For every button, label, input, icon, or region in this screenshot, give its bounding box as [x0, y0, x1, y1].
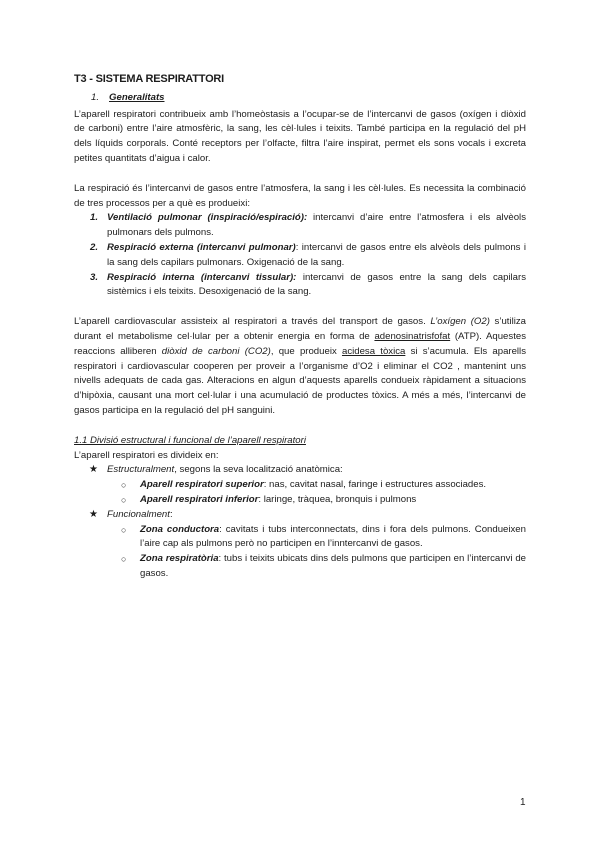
- item-desc: : tubs i teixits ubicats dins dels pulmons que participen en l’intercanvi de gasos.: [140, 553, 526, 579]
- text-run: , que produeix: [270, 345, 342, 357]
- document-title: T3 - SISTEMA RESPIRATTORI: [74, 73, 225, 85]
- star-bullet-icon: ★: [89, 464, 98, 476]
- item-term: Aparell respiratori superior: [140, 479, 264, 491]
- document-content: [74, 72, 526, 582]
- circle-bullet-icon: ○: [121, 524, 127, 535]
- process-number: 3.: [90, 271, 99, 283]
- page-number: 1: [520, 797, 526, 808]
- star-bullet-icon: ★: [89, 508, 98, 520]
- division-group: [74, 508, 526, 582]
- circle-bullet-icon: ○: [121, 494, 127, 505]
- paragraph-intro: L’aparell respiratori contribueix amb l’homeòstasis a l’ocupar-se de l’intercanvi de gasos (oxígen i diòxid de carboni) entre l’aire atmosfèric, la sang, les cèl·lules i teixits. També participa en la regulació del pH dels líquids corporals. Conté receptors per l’olfacte, filtra l’aire inspirat, permet els sons vocals i excreta petites quantitats d’aigua i calor.: [74, 108, 526, 164]
- circle-bullet-icon: ○: [121, 480, 127, 491]
- process-desc: intercanvi d’aire entre l’atmosfera i els alvèols pulmonars dels pulmons.: [107, 212, 526, 239]
- term-oxygen: L’oxígen (O2): [430, 316, 490, 328]
- item-desc: : laringe, tràquea, bronquis i pulmons: [258, 493, 417, 505]
- circle-bullet-icon: ○: [121, 554, 127, 565]
- process-term: Respiració interna (intercanvi tissular):: [107, 271, 297, 283]
- division-desc: :: [169, 508, 173, 520]
- division-label: Funcionalment: [107, 508, 170, 520]
- term-atp: adenosinatrisfofat: [374, 330, 451, 342]
- text-run: s’utiliza durant el metabolisme cel·lular per a obtenir energia en forma de: [74, 316, 526, 342]
- division-item: [107, 552, 526, 582]
- item-desc: : nas, cavitat nasal, faringe i estructures associades.: [263, 479, 487, 491]
- division-item: [107, 493, 526, 508]
- process-item: [74, 241, 526, 271]
- division-items: [107, 523, 526, 582]
- division-desc: , segons la seva localització anatòmica:: [174, 464, 343, 476]
- paragraph-respiration: La respiració és l’intercanvi de gasos entre l’atmosfera, la sang i les cèl·lules. Es necessita la combinació de tres processos per a què es produeixi:: [74, 182, 526, 209]
- term-acidesa: acidesa tòxica: [341, 345, 406, 357]
- subsection-intro: L’aparell respiratori es divideix en:: [74, 449, 219, 461]
- process-item: [74, 271, 526, 301]
- text-run: L’aparell cardiovascular assisteix al respiratori a través del transport de gasos.: [74, 316, 431, 328]
- process-desc: intercanvi de gasos entre la sang dels capilars sistèmics i els teixits. Desoxigenació de la sang.: [107, 271, 526, 298]
- section-number: 1.: [91, 91, 100, 103]
- term-co2: diòxid de carboni (CO2): [161, 345, 271, 357]
- division-item: [107, 478, 526, 493]
- process-term: Ventilació pulmonar (inspiració/espiració):: [107, 212, 308, 224]
- division-item: [107, 523, 526, 553]
- item-desc: : cavitats i tubs interconnectats, dins i fora dels pulmons. Condueixen l’aire cap als pulmons però no participen en l’inntercanvi de gasos.: [140, 523, 526, 550]
- text-run: si s’acumula. Els aparells respiratori i cardiovascular cooperen per proveir a l’organisme d’O2 i eliminar el CO2 , mantenint uns nivells adequats de cada gas. Alteracions en algun d’aquests aparells condueix ràpidament a situacions d’hipòxia, causant una mort cel·lular i una acumulació de productes tòxics. A més a més, l’intercanvi de gasos participa en la regulació del pH sanguini.: [74, 345, 526, 416]
- section-heading: [91, 91, 526, 106]
- process-desc: : intercanvi de gasos entre els alvèols dels pulmons i la sang dels capilars pulmonars. Oxigenació de la sang.: [107, 241, 526, 268]
- item-term: Aparell respiratori inferior: [140, 493, 259, 505]
- division-list: [74, 463, 526, 581]
- process-number: 1.: [90, 212, 99, 224]
- paragraph-cardiovascular: [74, 315, 526, 419]
- division-items: [107, 478, 526, 508]
- process-number: 2.: [90, 241, 99, 253]
- division-group: [74, 463, 526, 507]
- process-term: Respiració externa (intercanvi pulmonar): [107, 241, 296, 253]
- section-title: Generalitats: [109, 91, 165, 103]
- process-item: [74, 211, 526, 241]
- process-list: [74, 211, 526, 300]
- subsection-heading: 1.1 Divisió estructural i funcional de l’aparell respiratori: [74, 434, 306, 446]
- text-run: (ATP). Aquestes reaccions alliberen: [74, 330, 526, 357]
- item-term: Zona conductora: [140, 523, 220, 535]
- division-label: Estructuralment: [107, 464, 175, 476]
- item-term: Zona respiratòria: [140, 553, 219, 565]
